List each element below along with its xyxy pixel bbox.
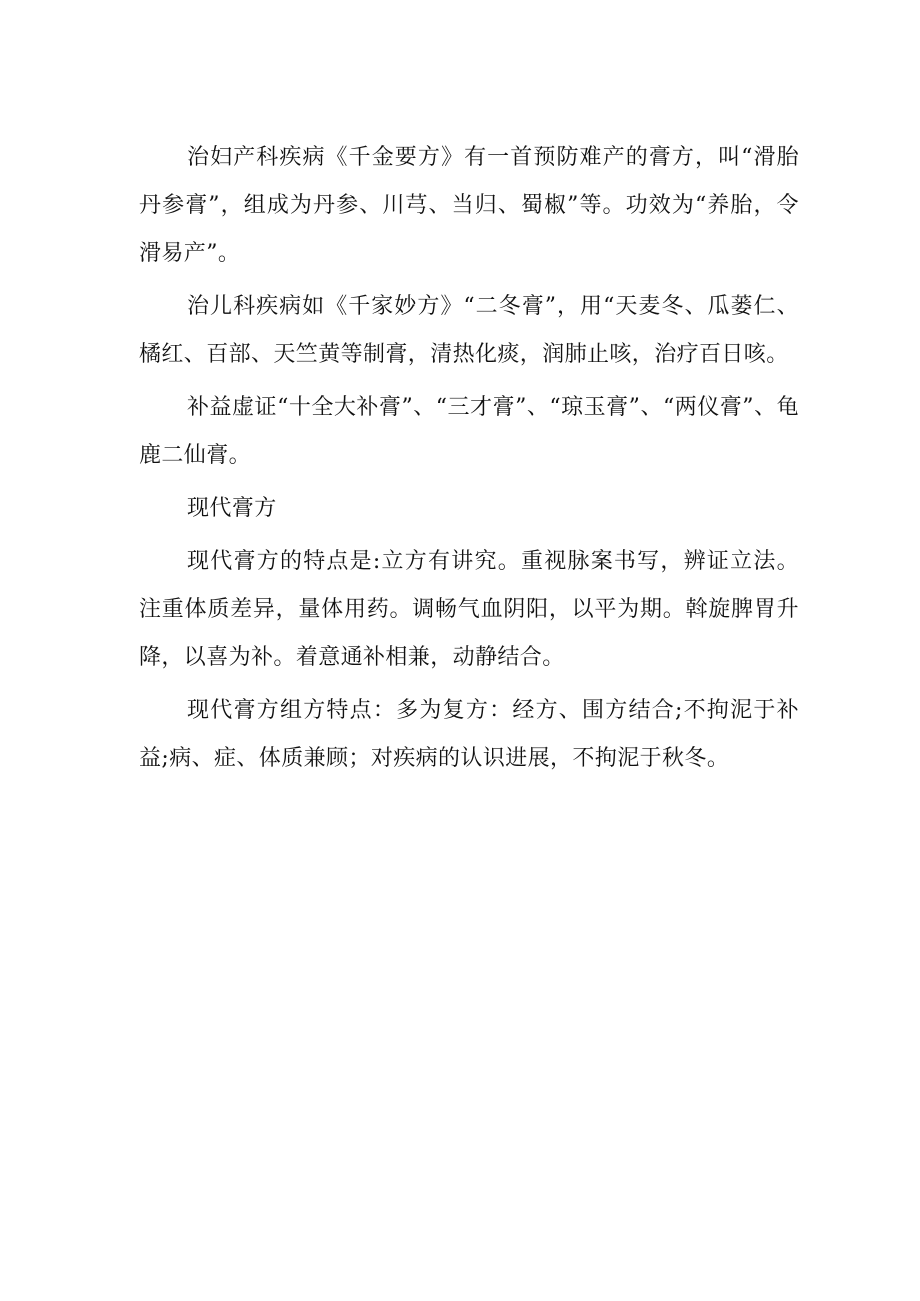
paragraph-formula-features: 现代膏方组方特点：多为复方：经方、围方结合;不拘泥于补益;病、症、体质兼顾；对疾病的认识进展，不拘泥于秋冬。 <box>139 698 799 771</box>
paragraph-pediatrics: 治儿科疾病如《千家妙方》“二冬膏”，用“天麦冬、瓜蒌仁、橘红、百部、天竺黄等制膏，清热化痰，润肺止咳，治疗百日咳。 <box>139 294 799 367</box>
section-heading: 现代膏方 <box>187 496 277 521</box>
paragraph-gynecology: 治妇产科疾病《千金要方》有一首预防难产的膏方，叫“滑胎丹参膏”，组成为丹参、川芎、当归、蜀椒”等。功效为“养胎，令滑易产”。 <box>139 145 799 266</box>
paragraph-tonic: 补益虚证“十全大补膏”、“三才膏”、“琼玉膏”、“两仪膏”、龟鹿二仙膏。 <box>139 395 799 468</box>
paragraph-modern-features: 现代膏方的特点是:立方有讲究。重视脉案书写，辨证立法。注重体质差异，量体用药。调畅气血阴阳，以平为期。斡旋脾胃升降，以喜为补。着意通补相兼，动静结合。 <box>139 549 799 670</box>
document-page <box>139 134 799 783</box>
